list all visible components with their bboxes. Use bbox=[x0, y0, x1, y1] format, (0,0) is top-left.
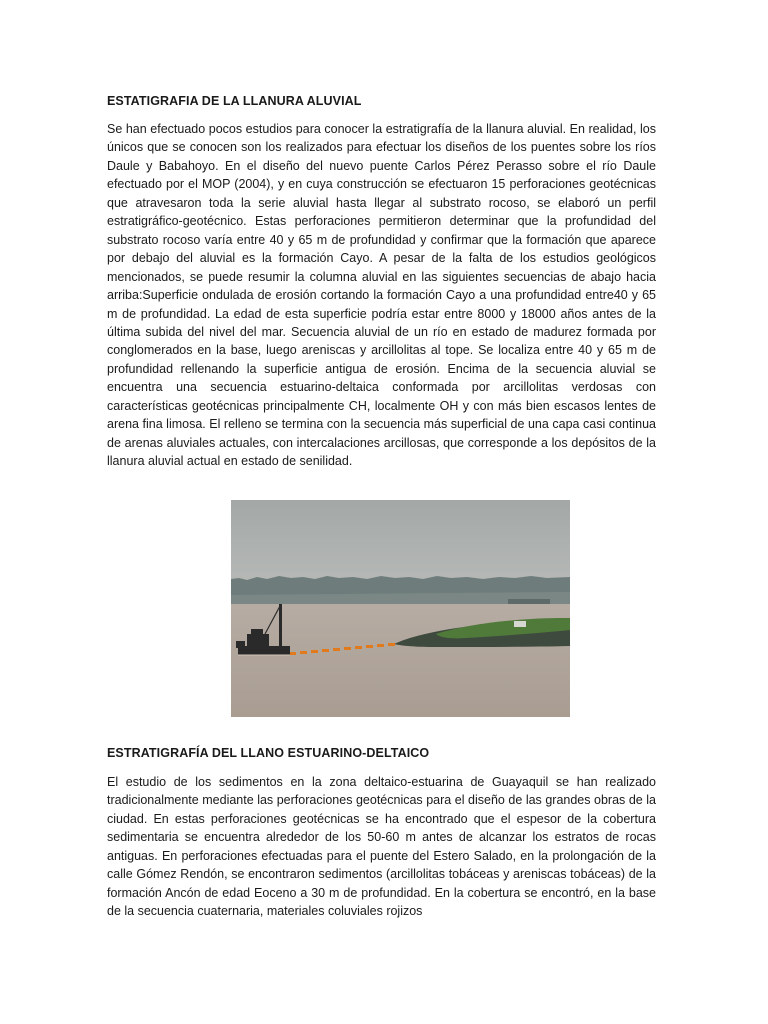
section-2-heading: ESTRATIGRAFÍA DEL LLANO ESTUARINO-DELTAICO bbox=[107, 746, 430, 760]
sky bbox=[231, 500, 570, 582]
section-1-heading: ESTATIGRAFIA DE LA LLANURA ALUVIAL bbox=[107, 94, 362, 108]
section-2-body: El estudio de los sedimentos en la zona deltaico-estuarina de Guayaquil se han realizado tradicionalmente mediante las perforaciones geotécnicas para el diseño de las grandes obras de la ciudad. En estas perforaciones geotécnicas se ha encontrado que el espesor de la cobertura sedimentaria se encuentra alrededor de los 50-60 m antes de alcanzar los estratos de rocas antiguas. En perforaciones efectuadas para el puente del Estero Salado, en la prolongación de la calle Gómez Rendón, se encontraron sedimentos (arcillolitas tobáceas y areniscas tobáceas) de la formación Ancón de edad Eoceno a 30 m de profundidad. En la cobertura se encontró, en la base de la secuencia cuaternaria, materiales coluviales rojizos bbox=[107, 775, 656, 919]
island-shed bbox=[514, 621, 526, 627]
river-dredge-photo bbox=[231, 500, 570, 717]
section-1-body: Se han efectuado pocos estudios para conocer la estratigrafía de la llanura aluvial. En realidad, los únicos que se conocen son los realizados para efectuar los diseños de los puentes sobre los ríos Daule y Babahoyo. En el diseño del nuevo puente Carlos Pérez Perasso sobre el río Daule efectuado por el MOP (2004), y en cuya construcción se efectuaron 15 perforaciones geotécnicas que atravesaron toda la serie aluvial hasta llegar al substrato rocoso, se elaboró un perfil estratigráfico-geotécnico. Estas perforaciones permitieron determinar que la profundidad del substrato rocoso varía entre 40 y 65 m de profundidad y confirmar que la formación que aparece por debajo del aluvial es la formación Cayo. A pesar de la falta de los estudios geológicos mencionados, se puede resumir la columna aluvial en las siguientes secuencias de abajo hacia arriba:Superficie ondulada de erosión cortando la formación Cayo a una profundidad entre40 y 65 m de profundidad. La edad de esta superficie podría estar entre 8000 y 18000 años antes de la última subida del nivel del mar. Secuencia aluvial de un río en estado de madurez formada por conglomerados en la base, luego areniscas y arcillolitas al tope. Se localiza entre 40 y 65 m de profundidad rellenando la superficie antigua de erosión. Encima de la secuencia aluvial se encuentra una secuencia estuarino-deltaica conformada por arcillolitas verdosas con características geotécnicas principalmente CH, localmente OH y con más bien escasos lentes de arena fina limosa. El relleno se termina con la secuencia más superficial de una capa casi continua de arenas aluviales actuales, con intercalaciones arcillosas, que corresponde a los depósitos de la llanura aluvial actual en estado de senilidad. bbox=[107, 122, 656, 469]
